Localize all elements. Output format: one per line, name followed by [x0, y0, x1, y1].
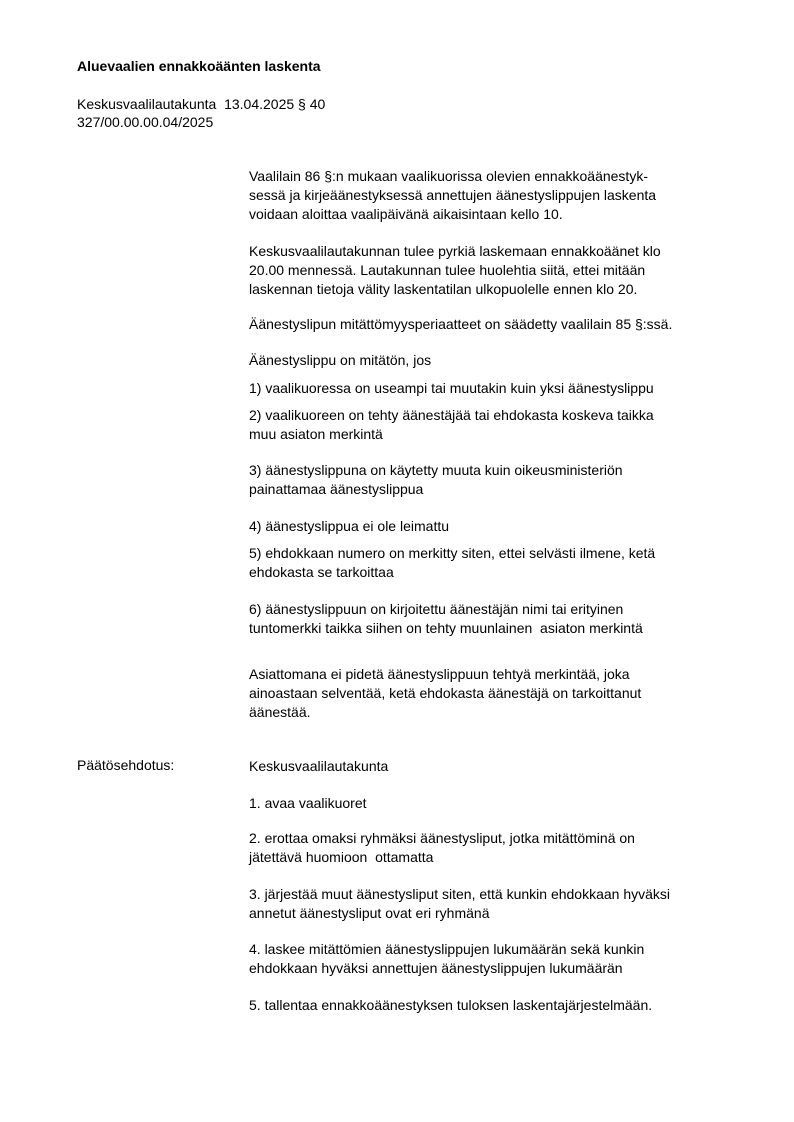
proposal-step-4-line: ehdokkaan hyväksi annettujen äänestyslippujen lukumäärän [249, 960, 623, 976]
document-meta [77, 95, 325, 131]
paragraph-1-line: sessä ja kirjeäänestyksessä annettujen äänestyslippujen laskenta [249, 187, 657, 203]
paragraph-2-line: Keskusvaalilautakunnan tulee pyrkiä laskemaan ennakkoäänet klo [249, 243, 661, 259]
paragraph-2-line: laskennan tietoja välity laskentatilan ulkopuolelle ennen klo 20. [249, 281, 638, 297]
paragraph-4: Äänestyslippu on mitätön, jos [249, 352, 432, 368]
document-title: Aluevaalien ennakkoäänten laskenta [77, 58, 321, 74]
list-item-4: 4) äänestyslippua ei ole leimattu [249, 518, 450, 534]
proposal-step-2 [249, 829, 749, 867]
proposal-body: Keskusvaalilautakunta [249, 758, 389, 774]
proposal-step-3-line: annetut äänestysliput ovat eri ryhmänä [249, 905, 490, 921]
list-item-2-line: muu asiaton merkintä [249, 426, 383, 442]
list-item-5-line: ehdokasta se tarkoittaa [249, 564, 394, 580]
proposal-label: Päätösehdotus: [77, 757, 175, 773]
list-item-3-line: painattamaa äänestyslippua [249, 481, 424, 497]
proposal-step-2-line: jätettävä huomioon ottamatta [249, 849, 434, 865]
paragraph-1 [249, 167, 749, 224]
proposal-step-3-line: 3. järjestää muut äänestysliput siten, että kunkin ehdokkaan hyväksi [249, 886, 671, 902]
list-item-5 [249, 544, 749, 582]
list-item-2-line: 2) vaalikuoreen on tehty äänestäjää tai ehdokasta koskeva taikka [249, 407, 654, 423]
paragraph-3: Äänestyslipun mitättömyysperiaatteet on säädetty vaalilain 85 §:ssä. [249, 316, 673, 332]
paragraph-1-line: voidaan aloittaa vaalipäivänä aikaisintaan kello 10. [249, 206, 563, 222]
list-item-6-line: tuntomerkki taikka siihen on tehty muunlainen asiaton merkintä [249, 620, 643, 636]
meta-line-2: 327/00.00.00.04/2025 [77, 114, 214, 130]
proposal-step-5: 5. tallentaa ennakkoäänestyksen tuloksen laskentajärjestelmään. [249, 997, 653, 1013]
paragraph-5-line: ainoastaan selventää, ketä ehdokasta äänestäjä on tarkoittanut [249, 685, 642, 701]
paragraph-2-line: 20.00 mennessä. Lautakunnan tulee huolehtia siitä, ettei mitään [249, 262, 646, 278]
paragraph-2 [249, 242, 749, 299]
list-item-3 [249, 461, 749, 499]
proposal-step-4 [249, 940, 749, 978]
meta-line-1: Keskusvaalilautakunta 13.04.2025 § 40 [77, 96, 326, 112]
paragraph-5-line: äänestää. [249, 704, 311, 720]
paragraph-5 [249, 665, 749, 722]
proposal-step-1: 1. avaa vaalikuoret [249, 795, 367, 811]
proposal-step-3 [249, 885, 749, 923]
paragraph-1-line: Vaalilain 86 §:n mukaan vaalikuorissa olevien ennakkoäänestyk- [249, 168, 648, 184]
proposal-step-2-line: 2. erottaa omaksi ryhmäksi äänestysliput, jotka mitättöminä on [249, 830, 635, 846]
paragraph-5-line: Asiattomana ei pidetä äänestyslippuun tehtyä merkintää, joka [249, 666, 630, 682]
list-item-3-line: 3) äänestyslippuna on käytetty muuta kuin oikeusministeriön [249, 462, 623, 478]
list-item-6-line: 6) äänestyslippuun on kirjoitettu äänestäjän nimi tai erityinen [249, 601, 624, 617]
list-item-1: 1) vaalikuoressa on useampi tai muutakin kuin yksi äänestyslippu [249, 380, 654, 396]
list-item-6 [249, 600, 749, 638]
list-item-2 [249, 406, 749, 444]
proposal-step-4-line: 4. laskee mitättömien äänestyslippujen lukumäärän sekä kunkin [249, 941, 645, 957]
list-item-5-line: 5) ehdokkaan numero on merkitty siten, ettei selvästi ilmene, ketä [249, 545, 656, 561]
